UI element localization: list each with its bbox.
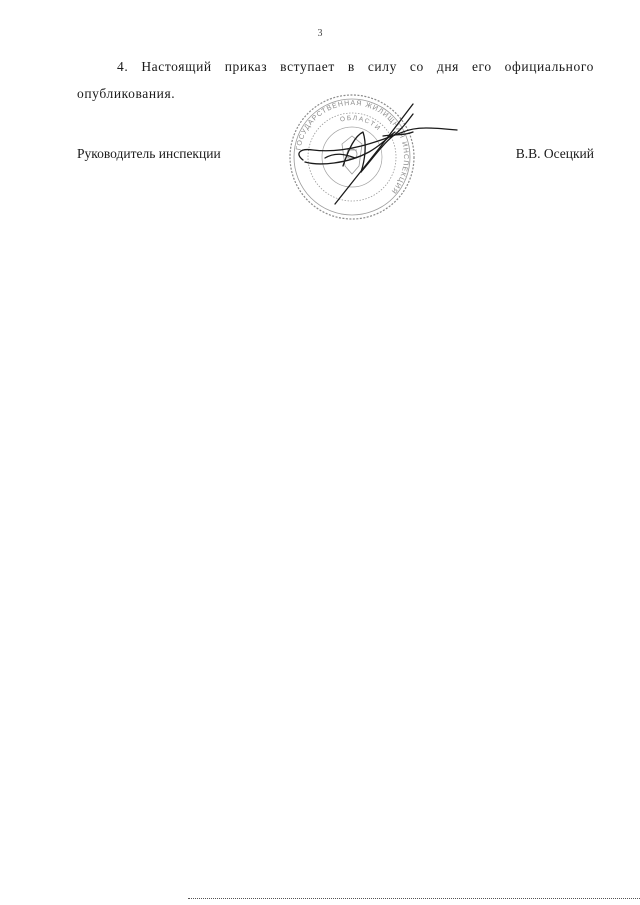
footer-divider [188,898,640,900]
seal-outer-text: ГОСУДАРСТВЕННАЯ ЖИЛИЩНАЯ ИНСПЕКЦИЯ [295,99,410,196]
order-clause-4: 4. Настоящий приказ вступает в силу со дня его официального опубликования. [77,59,594,101]
signature-block [77,146,594,166]
signer-name: В.В. Осецкий [515,146,594,161]
seal-inner-text: ОБЛАСТИ [339,114,383,133]
signer-position: Руководитель инспекции [77,146,221,161]
page-number: 3 [317,28,323,39]
